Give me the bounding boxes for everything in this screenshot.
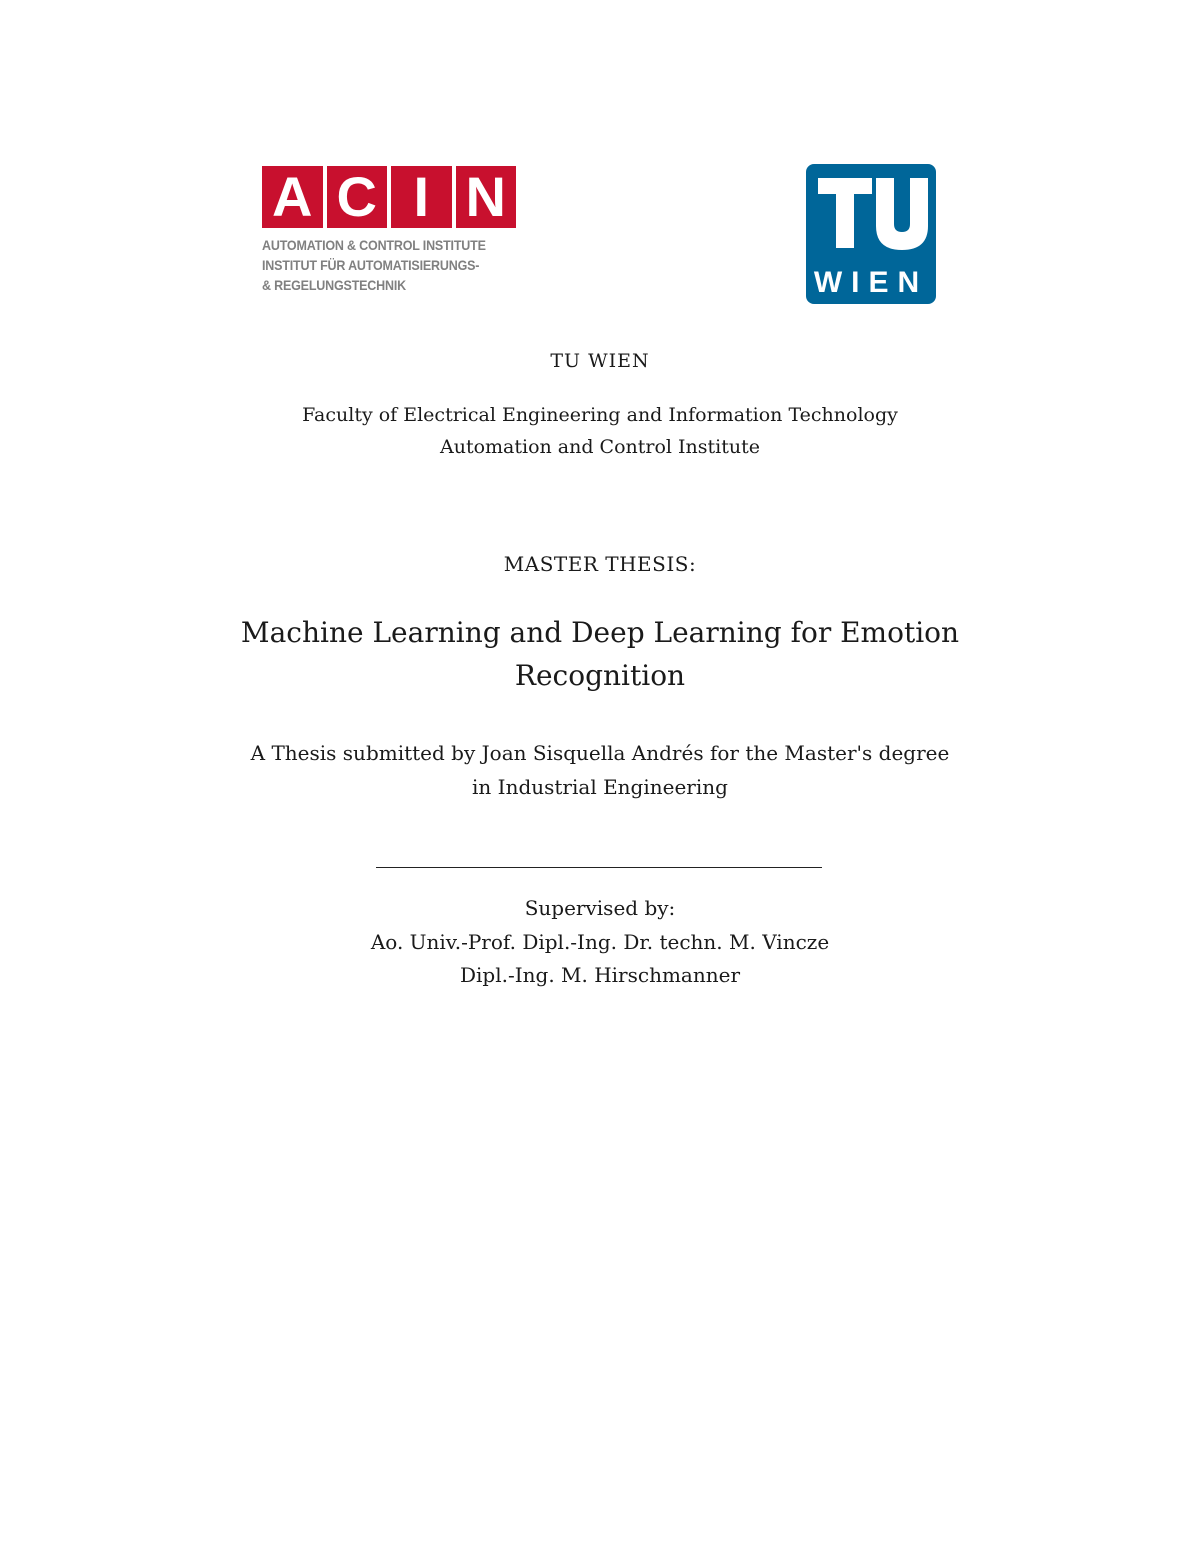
acin-tagline-line: INSTITUT FÜR AUTOMATISIERUNGS- (262, 258, 480, 273)
acin-letter-c: C (327, 166, 388, 228)
acin-tagline-line: & REGELUNGSTECHNIK (262, 278, 406, 293)
acin-tagline (262, 236, 516, 296)
tu-wien-logo-text: WIEN (813, 266, 929, 299)
supervisor-name: Dipl.-Ing. M. Hirschmanner (459, 963, 741, 987)
thesis-title-line: Machine Learning and Deep Learning for Emotion (240, 616, 960, 649)
acin-letter-n: N (456, 166, 517, 228)
supervisor-name: Ao. Univ.-Prof. Dipl.-Ing. Dr. techn. M. Vincze (370, 930, 830, 954)
thesis-title-line: Recognition (514, 659, 686, 692)
tu-wien-logo (806, 164, 936, 304)
university-name: TU WIEN (550, 350, 650, 372)
acin-tagline-line: AUTOMATION & CONTROL INSTITUTE (262, 238, 486, 253)
submission-statement-line: in Industrial Engineering (472, 775, 728, 799)
section-divider (376, 867, 822, 868)
acin-letter-a: A (262, 166, 323, 228)
acin-letter-i: I (391, 166, 452, 228)
submission-statement-line: A Thesis submitted by Joan Sisquella Andrés for the Master's degree (250, 741, 950, 765)
supervision-heading: Supervised by: (524, 896, 676, 920)
faculty-name: Faculty of Electrical Engineering and Information Technology (302, 404, 898, 426)
institute-name: Automation and Control Institute (439, 436, 760, 458)
acin-letters (262, 166, 516, 228)
tu-wien-logo-graphic (806, 164, 936, 304)
acin-logo (262, 166, 516, 296)
thesis-type: MASTER THESIS: (503, 552, 697, 576)
